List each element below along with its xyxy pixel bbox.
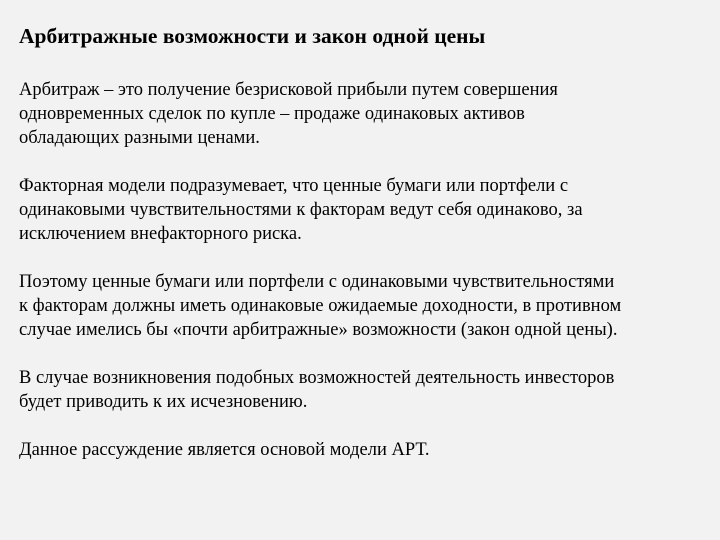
paragraph-apt-basis: Данное рассуждение является основой модели АРТ.	[19, 440, 430, 460]
slide-title: Арбитражные возможности и закон одной цены	[19, 24, 486, 48]
paragraph-arbitrage-definition: Арбитраж – это получение безрисковой прибыли путем совершения одновременных сделок по купле – продаже одинаковых активов обладающих разными ценами.	[19, 80, 558, 148]
paragraph-law-of-one-price: Поэтому ценные бумаги или портфели с одинаковыми чувствительностями к факторам должны иметь одинаковые ожидаемые доходности, в противном случае имелись бы «почти арбитражные» возможности (закон одной цены).	[19, 272, 622, 340]
paragraph-factor-model: Факторная модели подразумевает, что ценные бумаги или портфели с одинаковыми чувствительностями к факторам ведут себя одинаково, за исключением внефакторного риска.	[19, 176, 583, 244]
paragraph-investor-activity: В случае возникновения подобных возможностей деятельность инвесторов будет приводить к их исчезновению.	[19, 368, 615, 412]
